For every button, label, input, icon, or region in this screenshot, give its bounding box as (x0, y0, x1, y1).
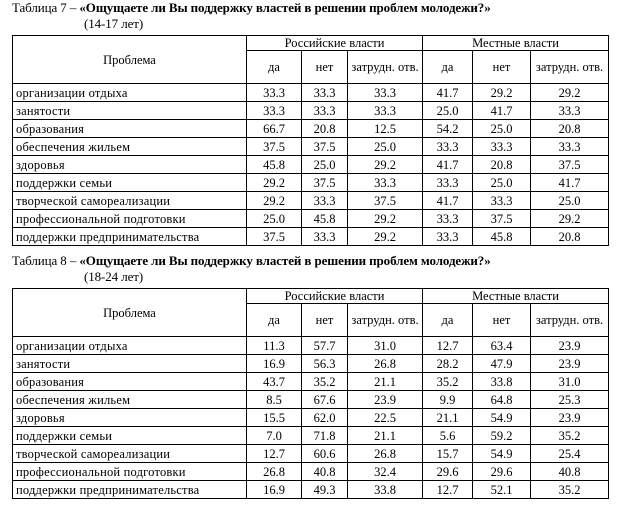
value-cell: 41.7 (531, 174, 609, 192)
value-cell: 12.7 (423, 481, 473, 499)
value-cell: 54.9 (473, 445, 531, 463)
value-cell: 33.8 (348, 481, 423, 499)
value-cell: 33.3 (348, 84, 423, 102)
problem-header: Проблема (13, 36, 247, 84)
value-cell: 29.2 (531, 210, 609, 228)
value-cell: 25.0 (247, 210, 302, 228)
value-cell: 37.5 (247, 138, 302, 156)
problem-cell: профессиональной подготовки (13, 210, 247, 228)
value-cell: 33.3 (423, 138, 473, 156)
problem-cell: творческой самореализации (13, 445, 247, 463)
problem-cell: обеспечения жильем (13, 391, 247, 409)
value-cell: 33.3 (302, 228, 348, 246)
table-row (13, 409, 609, 427)
table-8 (12, 288, 609, 499)
table-row (13, 192, 609, 210)
table-row (13, 102, 609, 120)
value-cell: 47.9 (473, 355, 531, 373)
value-cell: 29.2 (531, 84, 609, 102)
table-row (13, 463, 609, 481)
value-cell: 35.2 (531, 427, 609, 445)
value-cell: 33.3 (531, 138, 609, 156)
value-cell: 45.8 (247, 156, 302, 174)
table-row (13, 174, 609, 192)
value-cell: 29.6 (423, 463, 473, 481)
value-cell: 60.6 (302, 445, 348, 463)
value-cell: 37.5 (531, 156, 609, 174)
value-cell: 8.5 (247, 391, 302, 409)
table-row (13, 138, 609, 156)
table-7-caption-prefix: Таблица 7 – (12, 0, 80, 15)
value-cell: 25.0 (423, 102, 473, 120)
value-cell: 23.9 (531, 409, 609, 427)
value-cell: 40.8 (302, 463, 348, 481)
value-cell: 12.5 (348, 120, 423, 138)
value-cell: 29.2 (473, 84, 531, 102)
value-cell: 49.3 (302, 481, 348, 499)
table-8-block (12, 253, 608, 499)
table-7 (12, 35, 609, 246)
value-cell: 63.4 (473, 337, 531, 355)
value-cell: 56.3 (302, 355, 348, 373)
value-cell: 9.9 (423, 391, 473, 409)
table-8-age-group: (18-24 лет) (84, 269, 144, 284)
subheader-no: нет (473, 51, 531, 84)
value-cell: 25.3 (531, 391, 609, 409)
subheader-no: нет (473, 304, 531, 337)
value-cell: 45.8 (302, 210, 348, 228)
value-cell: 35.2 (302, 373, 348, 391)
table-7-question: «Ощущаете ли Вы поддержку властей в решении проблем молодежи?» (79, 0, 491, 15)
value-cell: 25.0 (473, 174, 531, 192)
problem-cell: занятости (13, 355, 247, 373)
value-cell: 33.3 (302, 102, 348, 120)
value-cell: 20.8 (302, 120, 348, 138)
value-cell: 41.7 (423, 156, 473, 174)
value-cell: 33.8 (473, 373, 531, 391)
subheader-yes: да (423, 304, 473, 337)
value-cell: 33.3 (423, 174, 473, 192)
subheader-undecided: затрудн. отв. (348, 51, 423, 84)
table-8-caption (12, 253, 608, 285)
value-cell: 45.8 (473, 228, 531, 246)
table-8-body (13, 337, 609, 499)
value-cell: 37.5 (348, 192, 423, 210)
subheader-yes: да (423, 51, 473, 84)
table-7-age-group: (14-17 лет) (84, 16, 144, 31)
value-cell: 12.7 (423, 337, 473, 355)
value-cell: 29.6 (473, 463, 531, 481)
value-cell: 67.6 (302, 391, 348, 409)
value-cell: 31.0 (531, 373, 609, 391)
group-header-local: Местные власти (423, 289, 609, 304)
subheader-yes: да (247, 304, 302, 337)
value-cell: 37.5 (302, 174, 348, 192)
value-cell: 26.8 (247, 463, 302, 481)
value-cell: 35.2 (423, 373, 473, 391)
value-cell: 21.1 (348, 427, 423, 445)
value-cell: 33.3 (473, 138, 531, 156)
value-cell: 26.8 (348, 445, 423, 463)
value-cell: 59.2 (473, 427, 531, 445)
table-7-caption (12, 0, 608, 32)
value-cell: 25.0 (348, 138, 423, 156)
problem-header: Проблема (13, 289, 247, 337)
problem-cell: организации отдыха (13, 84, 247, 102)
value-cell: 33.3 (348, 174, 423, 192)
value-cell: 40.8 (531, 463, 609, 481)
problem-cell: поддержки предпринимательства (13, 481, 247, 499)
value-cell: 21.1 (348, 373, 423, 391)
table-row (13, 445, 609, 463)
problem-cell: обеспечения жильем (13, 138, 247, 156)
problem-cell: поддержки семьи (13, 427, 247, 445)
group-header-russian: Российские власти (247, 36, 423, 51)
value-cell: 41.7 (423, 84, 473, 102)
value-cell: 25.0 (302, 156, 348, 174)
value-cell: 33.3 (423, 228, 473, 246)
subheader-no: нет (302, 51, 348, 84)
table-8-question: «Ощущаете ли Вы поддержку властей в решении проблем молодежи?» (79, 253, 491, 268)
problem-cell: здоровья (13, 409, 247, 427)
value-cell: 33.3 (423, 210, 473, 228)
subheader-undecided: затрудн. отв. (531, 51, 609, 84)
value-cell: 23.9 (531, 337, 609, 355)
value-cell: 29.2 (348, 210, 423, 228)
problem-cell: профессиональной подготовки (13, 463, 247, 481)
value-cell: 33.3 (348, 102, 423, 120)
table-8-caption-prefix: Таблица 8 – (12, 253, 80, 268)
table-row (13, 427, 609, 445)
table-row (13, 373, 609, 391)
value-cell: 26.8 (348, 355, 423, 373)
value-cell: 57.7 (302, 337, 348, 355)
value-cell: 43.7 (247, 373, 302, 391)
value-cell: 29.2 (247, 174, 302, 192)
group-header-local: Местные власти (423, 36, 609, 51)
value-cell: 20.8 (473, 156, 531, 174)
value-cell: 21.1 (423, 409, 473, 427)
table-row (13, 156, 609, 174)
value-cell: 11.3 (247, 337, 302, 355)
value-cell: 23.9 (531, 355, 609, 373)
value-cell: 20.8 (531, 120, 609, 138)
value-cell: 29.2 (348, 156, 423, 174)
table-row (13, 391, 609, 409)
group-header-russian: Российские власти (247, 289, 423, 304)
problem-cell: поддержки предпринимательства (13, 228, 247, 246)
value-cell: 33.3 (247, 84, 302, 102)
table-row (13, 120, 609, 138)
problem-cell: организации отдыха (13, 337, 247, 355)
table-row (13, 210, 609, 228)
value-cell: 37.5 (302, 138, 348, 156)
table-7-body (13, 84, 609, 246)
value-cell: 41.7 (473, 102, 531, 120)
value-cell: 64.8 (473, 391, 531, 409)
value-cell: 25.0 (473, 120, 531, 138)
table-row (13, 337, 609, 355)
value-cell: 33.3 (531, 102, 609, 120)
value-cell: 54.9 (473, 409, 531, 427)
value-cell: 20.8 (531, 228, 609, 246)
value-cell: 5.6 (423, 427, 473, 445)
value-cell: 15.5 (247, 409, 302, 427)
value-cell: 28.2 (423, 355, 473, 373)
problem-cell: образования (13, 120, 247, 138)
value-cell: 33.3 (302, 192, 348, 210)
subheader-yes: да (247, 51, 302, 84)
problem-cell: здоровья (13, 156, 247, 174)
problem-cell: поддержки семьи (13, 174, 247, 192)
value-cell: 7.0 (247, 427, 302, 445)
value-cell: 37.5 (473, 210, 531, 228)
value-cell: 23.9 (348, 391, 423, 409)
value-cell: 66.7 (247, 120, 302, 138)
value-cell: 71.8 (302, 427, 348, 445)
table-row (13, 228, 609, 246)
subheader-undecided: затрудн. отв. (348, 304, 423, 337)
value-cell: 12.7 (247, 445, 302, 463)
value-cell: 16.9 (247, 481, 302, 499)
problem-cell: занятости (13, 102, 247, 120)
value-cell: 37.5 (247, 228, 302, 246)
value-cell: 32.4 (348, 463, 423, 481)
table-row (13, 84, 609, 102)
subheader-undecided: затрудн. отв. (531, 304, 609, 337)
value-cell: 35.2 (531, 481, 609, 499)
value-cell: 33.3 (473, 192, 531, 210)
value-cell: 52.1 (473, 481, 531, 499)
problem-cell: образования (13, 373, 247, 391)
value-cell: 16.9 (247, 355, 302, 373)
value-cell: 62.0 (302, 409, 348, 427)
table-row (13, 355, 609, 373)
table-7-block (12, 0, 608, 246)
value-cell: 33.3 (247, 102, 302, 120)
value-cell: 33.3 (302, 84, 348, 102)
value-cell: 25.0 (531, 192, 609, 210)
table-row (13, 481, 609, 499)
value-cell: 41.7 (423, 192, 473, 210)
value-cell: 29.2 (247, 192, 302, 210)
subheader-no: нет (302, 304, 348, 337)
value-cell: 31.0 (348, 337, 423, 355)
value-cell: 29.2 (348, 228, 423, 246)
value-cell: 25.4 (531, 445, 609, 463)
value-cell: 54.2 (423, 120, 473, 138)
value-cell: 15.7 (423, 445, 473, 463)
value-cell: 22.5 (348, 409, 423, 427)
problem-cell: творческой самореализации (13, 192, 247, 210)
